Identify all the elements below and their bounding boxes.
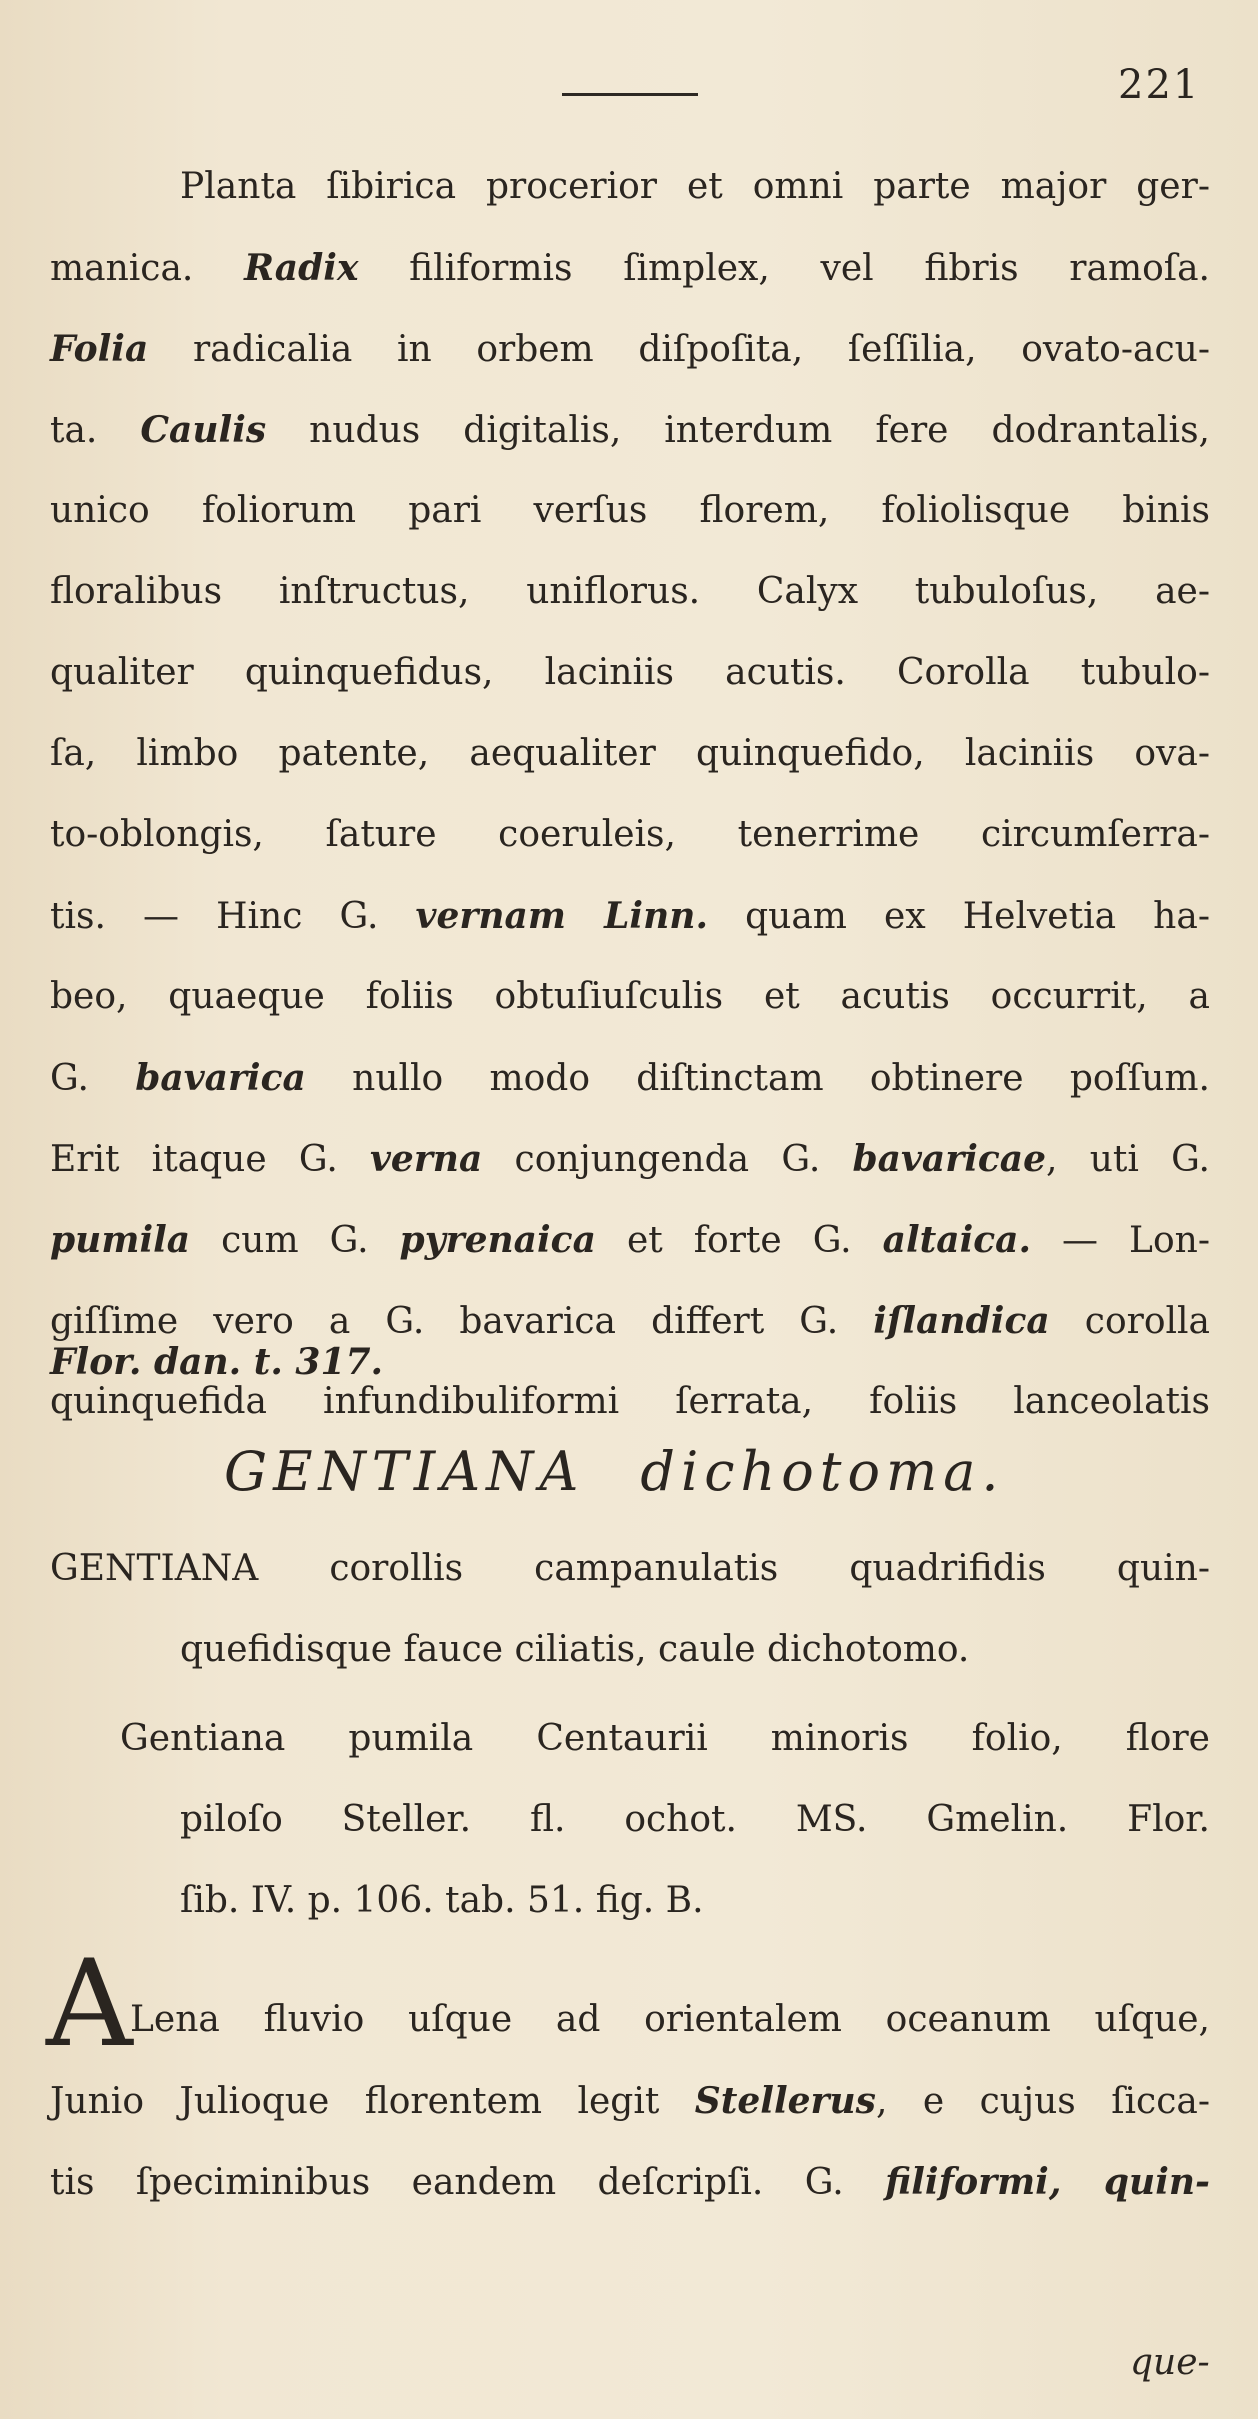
text-run: nudus digitalis, interdum fere dodrantalis, bbox=[266, 410, 1210, 451]
header-rule bbox=[562, 93, 698, 96]
emphasis-term: fig. B. bbox=[595, 1880, 704, 1921]
text-line bbox=[50, 727, 1210, 781]
emphasis-term: Gmelin. Flor. bbox=[926, 1799, 1210, 1840]
text-run: Gentiana pumila Centaurii minoris folio, flore bbox=[120, 1718, 1210, 1759]
text-line bbox=[120, 1712, 1210, 1766]
emphasis-term: Flor. dan. t. 317. bbox=[50, 1341, 384, 1383]
text-line bbox=[50, 2074, 1210, 2129]
text-run: unico foliorum pari verſus florem, foliolisque binis bbox=[50, 490, 1210, 531]
emphasis-term: Corolla bbox=[897, 652, 1030, 693]
text-line bbox=[180, 1874, 704, 1928]
emphasis-term: bavarica bbox=[135, 1057, 306, 1099]
text-line bbox=[180, 1793, 1210, 1847]
text-line bbox=[180, 1623, 969, 1677]
species-heading bbox=[224, 1440, 1005, 1503]
text-line bbox=[50, 646, 1210, 700]
text-run: Junio Julioque florentem legit bbox=[50, 2081, 695, 2122]
text-line bbox=[50, 322, 1210, 377]
emphasis-term: altaica. bbox=[882, 1219, 1032, 1261]
text-line bbox=[50, 808, 1210, 862]
page-number: 221 bbox=[1118, 62, 1201, 108]
text-line bbox=[50, 1132, 1210, 1187]
text-run: cum G. bbox=[190, 1220, 400, 1261]
text-line bbox=[50, 1051, 1210, 1106]
text-line bbox=[50, 970, 1210, 1024]
text-run: nullo modo diſtinctam obtinere poſſum. bbox=[305, 1058, 1210, 1099]
emphasis-term: Stellerus bbox=[694, 2080, 876, 2122]
text-run: qualiter quinquefidus, laciniis acutis. bbox=[50, 652, 897, 693]
text-run: piloſo bbox=[180, 1799, 342, 1840]
catchword: que- bbox=[1130, 2342, 1210, 2383]
text-run: beo, quaeque foliis obtuſiuſculis et acutis occurrit, a bbox=[50, 976, 1210, 1017]
text-line bbox=[180, 160, 1210, 214]
emphasis-term: tab. bbox=[445, 1880, 516, 1921]
text-line bbox=[50, 2155, 1210, 2210]
text-run: quefidisque fauce ciliatis, caule dichotomo. bbox=[180, 1629, 970, 1670]
emphasis-term: verna bbox=[370, 1138, 483, 1180]
text-run: Erit itaque G. bbox=[50, 1139, 371, 1180]
text-run: manica. bbox=[50, 248, 245, 289]
text-line bbox=[50, 484, 1210, 538]
text-run: et forte G. bbox=[595, 1220, 883, 1261]
text-run: ta. bbox=[50, 410, 141, 451]
heading-genus: GENTIANA bbox=[224, 1440, 585, 1503]
emphasis-term: Folia bbox=[50, 328, 149, 370]
text-run: conjungenda G. bbox=[482, 1139, 853, 1180]
text-run: — Lon- bbox=[1031, 1220, 1210, 1261]
emphasis-term: Radix bbox=[244, 247, 359, 289]
text-run: G. bbox=[50, 1058, 136, 1099]
emphasis-term: pyrenaica bbox=[399, 1219, 596, 1261]
emphasis-term: vernam Linn. bbox=[415, 895, 708, 937]
text-run: tubuloſus, ae- bbox=[858, 571, 1210, 612]
text-run: to-oblongis, ſature coeruleis, tenerrime circumſerra- bbox=[50, 814, 1210, 855]
text-run: radicalia in orbem diſpoſita, ſeſſilia, ovato-acu- bbox=[148, 329, 1210, 370]
text-run: , e cujus ſicca- bbox=[875, 2081, 1210, 2122]
emphasis-term: Calyx bbox=[756, 571, 859, 612]
text-run: 106. bbox=[342, 1880, 446, 1921]
text-line bbox=[50, 889, 1210, 944]
text-run: quam ex Helvetia ha- bbox=[707, 896, 1210, 937]
text-line bbox=[50, 565, 1210, 619]
emphasis-term: Steller. fl. ochot. MS. bbox=[341, 1799, 868, 1840]
text-run: filiformis ſimplex, vel fibris ramoſa. bbox=[358, 248, 1210, 289]
text-run: corolla bbox=[1049, 1301, 1210, 1342]
emphasis-term: Caulis bbox=[140, 409, 267, 451]
drop-cap: A bbox=[46, 1935, 133, 2074]
text-line bbox=[50, 1213, 1210, 1268]
text-run: 51. bbox=[515, 1880, 596, 1921]
text-run: tubulo- bbox=[1029, 652, 1210, 693]
text-run: GENTIANA corollis campanulatis quadrifidis quin- bbox=[50, 1548, 1210, 1589]
text-line bbox=[130, 1993, 1210, 2047]
text-run bbox=[868, 1799, 927, 1840]
emphasis-term: iſlandica bbox=[873, 1300, 1050, 1342]
emphasis-term: pumila bbox=[50, 1219, 191, 1261]
text-line bbox=[50, 1335, 383, 1390]
text-run: ſa, limbo patente, aequaliter quinquefido, laciniis ova- bbox=[50, 733, 1210, 774]
text-run: Planta ſibirica procerior et omni parte major ger- bbox=[180, 166, 1210, 207]
text-run: quinquefida infundibuliformi ſerrata, foliis lanceolatis bbox=[50, 1381, 1210, 1422]
emphasis-term: ſib. IV. p. bbox=[180, 1880, 343, 1921]
heading-species: dichotoma. bbox=[640, 1440, 1005, 1503]
text-run: tis. — Hinc G. bbox=[50, 896, 416, 937]
text-line bbox=[50, 1542, 1210, 1596]
emphasis-term: bavaricae bbox=[852, 1138, 1047, 1180]
text-run: , uti G. bbox=[1046, 1139, 1210, 1180]
text-line bbox=[50, 403, 1210, 458]
text-run: floralibus inſtructus, uniflorus. bbox=[50, 571, 757, 612]
text-line bbox=[50, 241, 1210, 296]
text-run: Lena fluvio uſque ad orientalem oceanum uſque, bbox=[130, 1999, 1210, 2040]
emphasis-term: filiformi, quin- bbox=[885, 2161, 1210, 2203]
text-run: tis ſpeciminibus eandem deſcripſi. G. bbox=[50, 2162, 886, 2203]
text-run: giſſime vero a G. bavarica differt G. bbox=[50, 1301, 874, 1342]
